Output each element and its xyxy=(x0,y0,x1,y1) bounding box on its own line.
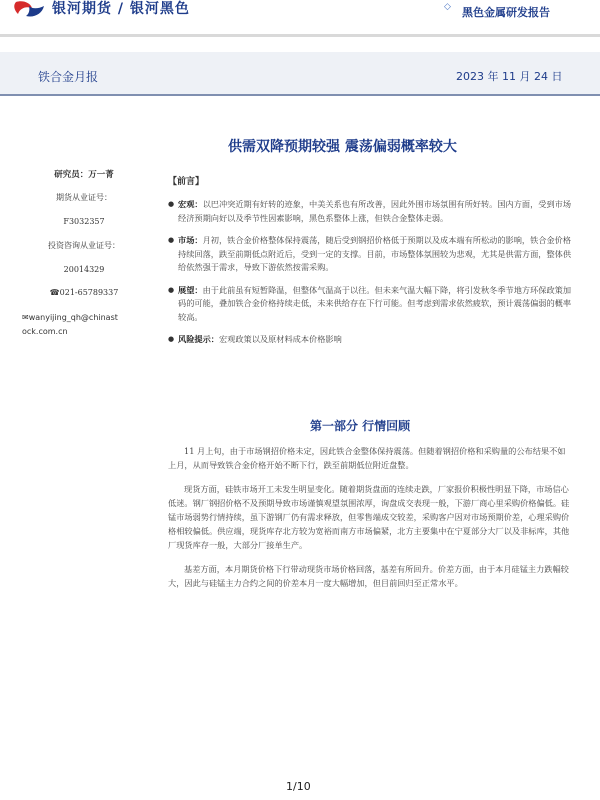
email-line-2: ock.com.cn xyxy=(22,327,68,336)
bullet-label: 风险提示： xyxy=(178,334,219,344)
report-title: 供需双降预期较强 震荡偏弱概率较大 xyxy=(228,139,457,155)
page-number: 1/10 xyxy=(286,780,311,793)
brand-name: 银河期货 / 银河黑色 xyxy=(52,1,190,17)
email-line-1: ✉wanyijing_qh@chinast xyxy=(22,313,118,322)
author-sidebar xyxy=(8,168,160,339)
bullet-text: 以巴冲突近期有好转的迹象，中美关系也有所改善，因此外围市场氛围有所好转。国内方面，受到市场经济预期向好以及季节性因素影响，黑色系整体上涨，但铁合金整体走弱。 xyxy=(178,199,572,223)
bullet-macro xyxy=(168,198,572,225)
email-address xyxy=(8,311,160,339)
bullet-text: 月初，铁合金价格整体保持震荡，随后受到钢招价格低于预期以及成本端有所松动的影响，铁合金价格持续回落，跌至前期低点附近后，受到一定的支撑。目前，市场整体氛围较为悲观，尤其是供需方面，整体供给依然强于需求，导致下游依然按需采购。 xyxy=(178,235,572,272)
consult-number: 20014329 xyxy=(63,265,105,274)
header-divider xyxy=(0,34,600,37)
bullet-risk xyxy=(168,333,572,347)
bullet-text: 宏观政策以及原材料成本价格影响 xyxy=(218,334,342,344)
researcher-name: 研究员：万一菁 xyxy=(54,170,114,180)
preface-heading: 【前言】 xyxy=(168,177,205,187)
bullet-market xyxy=(168,234,572,275)
license-number: F3032357 xyxy=(63,217,105,226)
paragraph: 基差方面，本月期货价格下行带动现货市场价格回落，基差有所回升。价差方面，由于本月硅锰主力跌幅较大，因此与硅锰主力合约之间的价差本月一度大幅增加，但目前回归至正常水平。 xyxy=(168,564,569,588)
paragraph: 现货方面，硅铁市场开工未发生明显变化。随着期货盘面的连续走跌，厂家报价积极性明显下降，市场信心低迷。钢厂钢招价格不及预期导致市场谨慎观望氛围浓厚，询盘成交表现一般，下游厂商心里采购价格偏低。硅锰市场弱势行情持续，虽下游钢厂仍有需求释放，但零售端成交较差，采购客户因对市场预期价差，心理采购价格相较偏低。供应端，现货库存北方较为宽裕而南方市场偏紧，北方主要集中在宁夏部分大厂以及非标库，其他厂现货库存一般，大部分厂接单生产。 xyxy=(168,484,570,550)
paragraph: 11 月上旬，由于市场钢招价格未定，因此铁合金整体保持震荡。但随着钢招价格和采购量的公布结果不如上月，从而导致铁合金价格开始不断下行，跌至前期低位附近盘整。 xyxy=(168,446,566,470)
bullet-label: 展望： xyxy=(178,284,203,295)
diamond-icon: ◇ xyxy=(444,2,451,12)
body-paragraphs xyxy=(168,444,572,600)
bullet-dot-icon: ● xyxy=(168,285,175,294)
bullet-label: 市场： xyxy=(178,235,203,245)
consult-label: 投资咨询从业证号： xyxy=(48,241,120,250)
bullet-dot-icon: ● xyxy=(168,335,175,343)
bullet-label: 宏观： xyxy=(178,199,203,209)
bullet-dot-icon: ● xyxy=(168,200,175,208)
license-label: 期货从业证号： xyxy=(56,193,112,202)
bullet-text: 由于此前虽有短暂降温，但整体气温高于以往。但未来气温大幅下降，将引发秋冬季节地方环保政策加码的可能，叠加铁合金价格持续走低，未来供给存在下行可能。但考虑到需求依然疲软，预计震荡偏弱的概率较高。 xyxy=(178,284,572,322)
summary-bullets xyxy=(168,198,572,356)
phone-number: ☎021-65789337 xyxy=(49,288,119,297)
report-type: 黑色金属研发报告 xyxy=(462,6,550,19)
galaxy-logo-icon xyxy=(12,0,46,18)
bullet-outlook xyxy=(168,284,572,325)
section-title: 第一部分 行情回顾 xyxy=(310,419,411,433)
page-header xyxy=(0,0,600,36)
bullet-dot-icon: ● xyxy=(168,236,175,244)
report-category: 铁合金月报 xyxy=(38,70,99,84)
report-date: 2023 年 11 月 24 日 xyxy=(456,70,563,83)
